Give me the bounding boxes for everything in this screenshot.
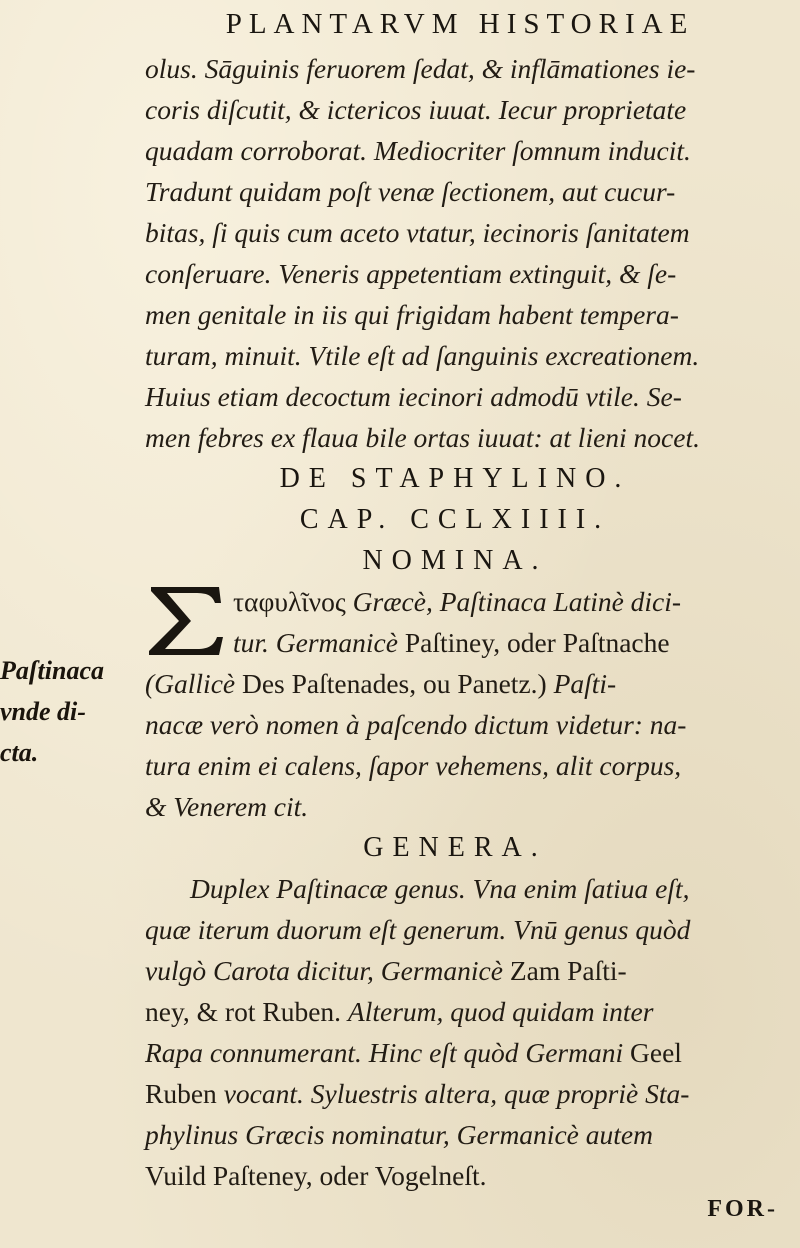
italic-run: Paſti- (546, 668, 617, 699)
text-line (145, 1032, 800, 1073)
text-line: Huius etiam decoctum iecinori admodū vtile. Se- (145, 381, 682, 412)
text-line: quadam corroborat. Mediocriter ſomnum inducit. (145, 135, 691, 166)
page-body (145, 48, 800, 1196)
italic-run: & Venerem cit. (145, 791, 309, 822)
text-line (145, 868, 800, 909)
german-names: Paſtiney, oder Paſtnache (404, 627, 670, 658)
text-line: Tradunt quidam poſt venæ ſectionem, aut cucur- (145, 176, 676, 207)
roman-run: Vuild Paſteney, oder Vogelneſt. (145, 1160, 487, 1191)
running-head: PLANTARVM HISTORIAE (225, 8, 695, 40)
decorated-initial-sigma (145, 583, 225, 659)
text-line (145, 909, 800, 950)
chapter-number: CAP. CCLXIIII. (299, 504, 611, 535)
text-line (145, 991, 800, 1032)
margin-note: Paſtinaca (0, 656, 104, 685)
genera-paragraph (145, 868, 800, 1196)
nomina-opening (145, 581, 800, 663)
text-line: turam, minuit. Vtile eſt ad ſanguinis excreationem. (145, 340, 700, 371)
italic-run: Rapa connumerant. Hinc eſt quòd Germani (145, 1037, 630, 1068)
catchword: FOR- (707, 1196, 778, 1222)
nomina-paragraph (145, 663, 800, 827)
margin-note: cta. (0, 738, 39, 767)
text-line (145, 745, 800, 786)
roman-run: Geel (630, 1037, 682, 1068)
roman-run: Ruben (145, 1078, 224, 1109)
text-line (145, 1114, 800, 1155)
text-line: men febres ex flaua bile ortas iuuat: at lieni nocet. (145, 422, 700, 453)
text-line (145, 786, 800, 827)
roman-run: Des Paſtenades, ou Panetz.) (241, 668, 547, 699)
nomina-text: tur. Germanicè (233, 627, 405, 658)
margin-note: vnde di- (0, 697, 86, 726)
text-line (145, 1155, 800, 1196)
greek-word: ταφυλῖνος (233, 586, 346, 617)
roman-run: ney, & rot Ruben. (145, 996, 348, 1027)
italic-run: vulgò Carota dicitur, Germanicè (145, 955, 510, 986)
continued-paragraph (145, 48, 800, 458)
italic-run: Alterum, quod quidam inter (347, 996, 654, 1027)
italic-run: nacæ verò nomen à paſcendo dictum videtur: na- (145, 709, 687, 740)
text-line: olus. Sāguinis feruorem ſedat, & inflāmationes ie- (145, 53, 696, 84)
nomina-line (233, 622, 670, 663)
chapter-title: DE STAPHYLINO. (279, 463, 631, 494)
italic-run: Duplex Paſtinacæ genus. Vna enim ſatiua eſt, (190, 873, 690, 904)
text-line (145, 1073, 800, 1114)
italic-run: vocant. Syluestris altera, quæ propriè Sta- (223, 1078, 690, 1109)
roman-run: Zam Paſti- (509, 955, 627, 986)
text-line (145, 704, 800, 745)
italic-run: (Gallicè (145, 668, 242, 699)
section-heading-genera: GENERA. (363, 832, 547, 863)
text-line (145, 663, 800, 704)
text-line: coris diſcutit, & ictericos iuuat. Iecur proprietate (145, 94, 687, 125)
italic-run: quæ iterum duorum eſt generum. Vnū genus quòd (145, 914, 691, 945)
text-line: men genitale in iis qui frigidam habent tempera- (145, 299, 679, 330)
text-line: bitas, ſi quis cum aceto vtatur, iecinoris ſanitatem (145, 217, 690, 248)
text-line (145, 950, 800, 991)
italic-run: phylinus Græcis nominatur, Germanicè autem (145, 1119, 653, 1150)
italic-run: tura enim ei calens, ſapor vehemens, alit corpus, (145, 750, 682, 781)
nomina-text: Græcè, Paſtinaca Latinè dici- (345, 586, 682, 617)
svg-text:Σ: Σ (145, 583, 146, 584)
nomina-line (233, 581, 681, 622)
section-heading-nomina: NOMINA. (362, 545, 548, 576)
text-line: conſeruare. Veneris appetentiam extinguit, & ſe- (145, 258, 677, 289)
